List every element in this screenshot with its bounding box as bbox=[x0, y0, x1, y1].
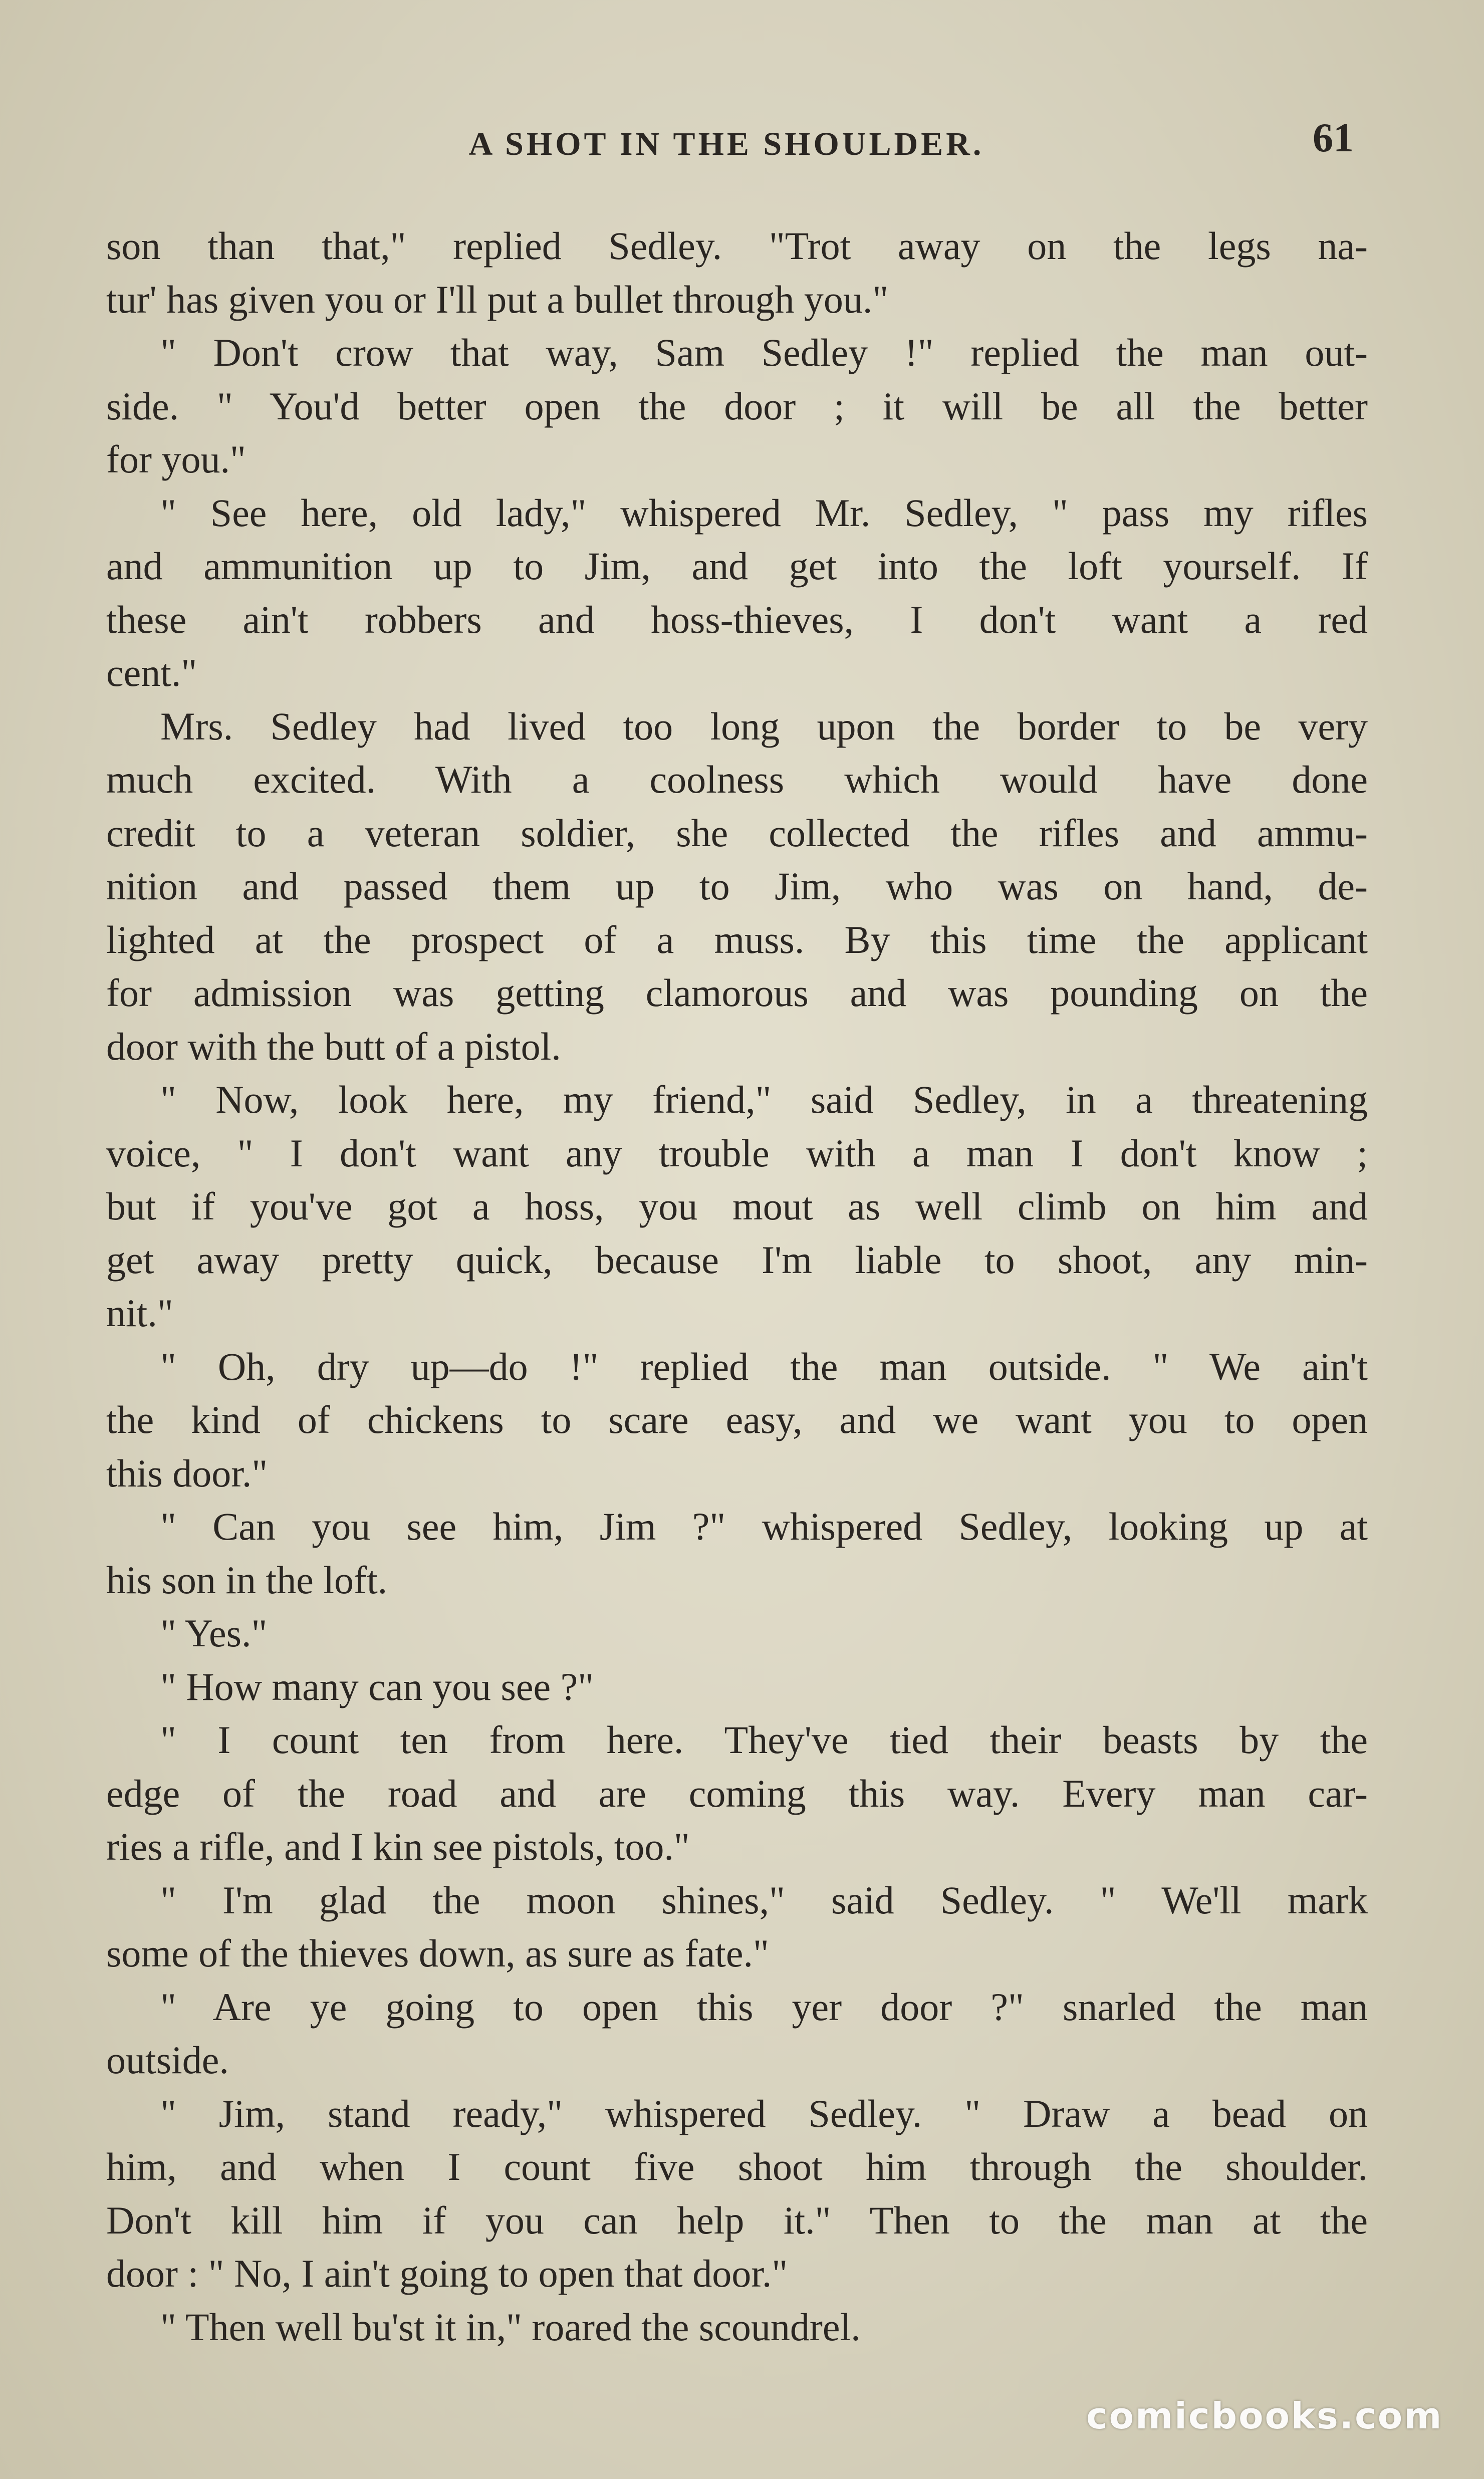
text-line: son than that," replied Sedley. "Trot away on the legs na- bbox=[106, 224, 1368, 268]
page-number: 61 bbox=[1313, 115, 1354, 160]
text-line: " Then well bu'st it in," roared the scoundrel. bbox=[160, 2305, 861, 2349]
text-line: Don't kill him if you can help it." Then to the man at the bbox=[106, 2198, 1368, 2242]
text-line: cent." bbox=[106, 651, 197, 694]
text-line: " Now, look here, my friend," said Sedley, in a threatening bbox=[160, 1078, 1368, 1121]
text-line: edge of the road and are coming this way. Every man car- bbox=[106, 1771, 1368, 1815]
text-line: door : " No, I ain't going to open that door." bbox=[106, 2252, 788, 2295]
text-line: much excited. With a coolness which would have done bbox=[106, 758, 1368, 801]
body-text bbox=[106, 219, 1368, 2354]
text-line: nition and passed them up to Jim, who was on hand, de- bbox=[106, 864, 1368, 908]
text-line: for you." bbox=[106, 437, 246, 481]
text-line: get away pretty quick, because I'm liable to shoot, any min- bbox=[106, 1237, 1368, 1282]
text-line: " See here, old lady," whispered Mr. Sedley, " pass my rifles bbox=[160, 490, 1368, 535]
text-line: " Don't crow that way, Sam Sedley !" replied the man out- bbox=[160, 331, 1368, 374]
text-line: " Are ye going to open this yer door ?" snarled the man bbox=[160, 1985, 1368, 2029]
text-line: Mrs. Sedley had lived too long upon the border to be very bbox=[160, 704, 1368, 748]
text-line: door with the butt of a pistol. bbox=[106, 1024, 561, 1068]
text-line: lighted at the prospect of a muss. By this time the applicant bbox=[106, 917, 1368, 961]
text-line: ries a rifle, and I kin see pistols, too." bbox=[106, 1825, 690, 1868]
watermark: comicbooks.com bbox=[1086, 2395, 1443, 2437]
text-line: and ammunition up to Jim, and get into the loft yourself. If bbox=[106, 544, 1368, 588]
text-line: this door." bbox=[106, 1451, 268, 1495]
text-line: outside. bbox=[106, 2038, 229, 2082]
running-head bbox=[0, 114, 1484, 174]
text-line: him, and when I count five shoot him through the shoulder. bbox=[106, 2145, 1368, 2188]
text-line: voice, " I don't want any trouble with a man I don't know ; bbox=[106, 1131, 1368, 1175]
text-line: " I'm glad the moon shines," said Sedley. " We'll mark bbox=[160, 1878, 1368, 1922]
text-line: his son in the loft. bbox=[106, 1558, 388, 1602]
text-line: the kind of chickens to scare easy, and we want you to open bbox=[106, 1398, 1368, 1441]
text-line: " Yes." bbox=[160, 1611, 268, 1655]
text-line: " Can you see him, Jim ?" whispered Sedley, looking up at bbox=[160, 1505, 1368, 1548]
text-line: credit to a veteran soldier, she collected the rifles and ammu- bbox=[106, 811, 1368, 855]
text-line: some of the thieves down, as sure as fate." bbox=[106, 1931, 769, 1975]
text-line: tur' has given you or I'll put a bullet through you." bbox=[106, 277, 889, 321]
text-line: these ain't robbers and hoss-thieves, I don't want a red bbox=[106, 597, 1368, 641]
text-line: side. " You'd better open the door ; it will be all the better bbox=[106, 384, 1368, 428]
text-line: " How many can you see ?" bbox=[160, 1664, 594, 1708]
running-title: A SHOT IN THE SHOULDER. bbox=[468, 126, 984, 162]
text-line: but if you've got a hoss, you mout as well climb on him and bbox=[106, 1184, 1368, 1228]
text-line: " Jim, stand ready," whispered Sedley. " Draw a bead on bbox=[160, 2091, 1368, 2135]
text-line: " I count ten from here. They've tied their beasts by the bbox=[160, 1718, 1368, 1762]
text-line: " Oh, dry up—do !" replied the man outside. " We ain't bbox=[160, 1344, 1368, 1388]
text-line: for admission was getting clamorous and was pounding on the bbox=[106, 971, 1368, 1015]
text-line: nit." bbox=[106, 1291, 173, 1335]
